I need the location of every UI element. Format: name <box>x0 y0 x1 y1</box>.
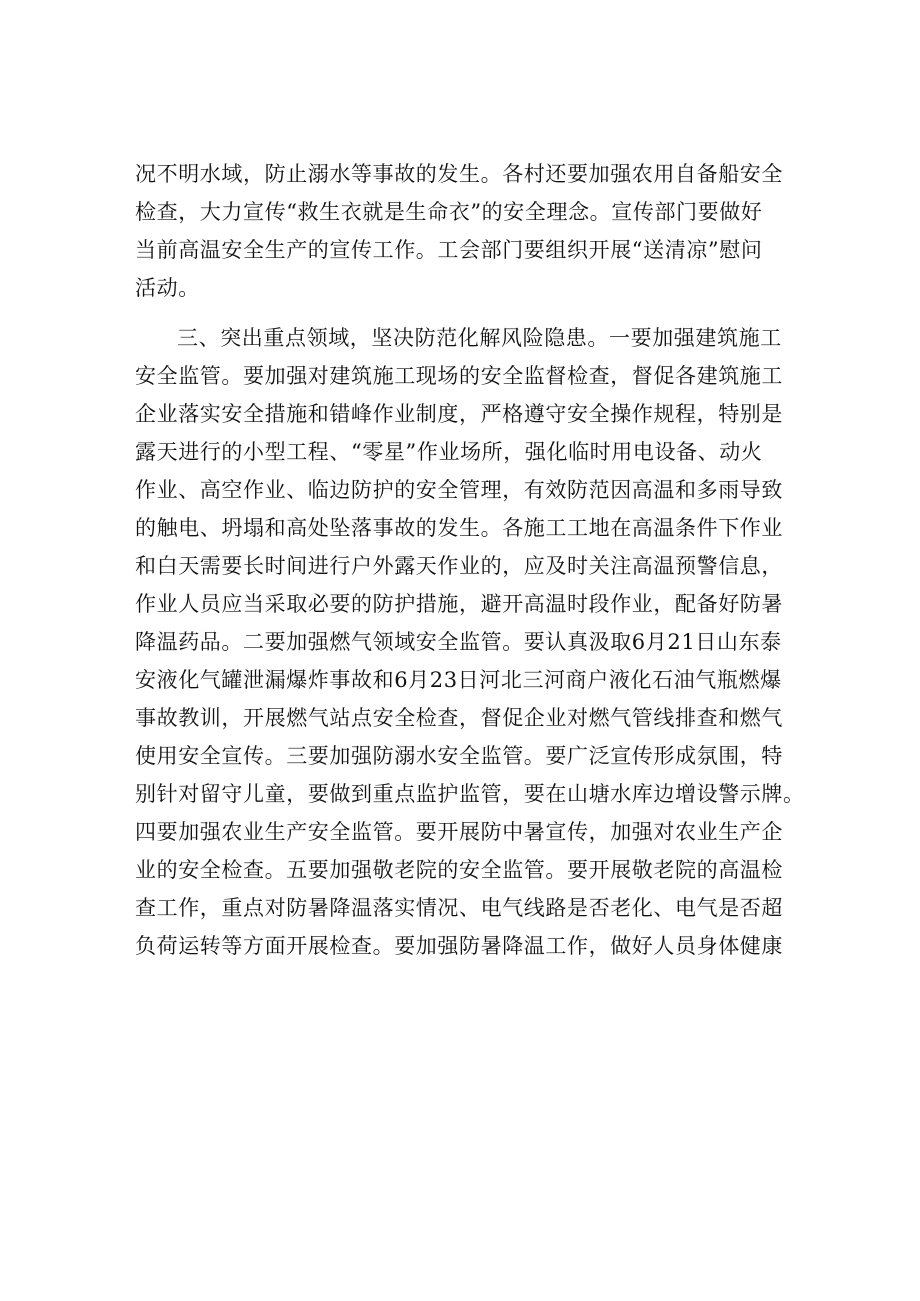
text-line: 企业落实安全措施和错峰作业制度，严格遵守安全操作规程，特别是 <box>135 402 783 426</box>
text-line: 三、突出重点领域，坚决防范化解风险隐患。一要加强建筑施工 <box>177 326 782 350</box>
text-line: 检查，大力宣传“救生衣就是生命衣”的安全理念。宣传部门要做好 <box>135 200 763 224</box>
text-line: 况不明水域，防止溺水等事故的发生。各村还要加强农用自备船安全 <box>135 162 783 186</box>
text-line: 当前高温安全生产的宣传工作。工会部门要组织开展“送清凉”慰问 <box>135 238 763 262</box>
text-line: 别针对留守儿童，要做到重点监护监管，要在山塘水库边增设警示牌。 <box>135 782 805 806</box>
text-line: 露天进行的小型工程、“零星”作业场所，强化临时用电设备、动火 <box>135 440 763 464</box>
paragraph-1 <box>135 155 795 307</box>
text-line: 业的安全检查。五要加强敬老院的安全监管。要开展敬老院的高温检 <box>135 858 783 882</box>
text-line: 安液化气罐泄漏爆炸事故和6月23日河北三河商户液化石油气瓶燃爆 <box>135 668 782 692</box>
text-line: 查工作，重点对防暑降温落实情况、电气线路是否老化、电气是否超 <box>135 896 783 920</box>
text-line: 降温药品。二要加强燃气领域安全监管。要认真汲取6月21日山东泰 <box>135 630 782 654</box>
text-line: 负荷运转等方面开展检查。要加强防暑降温工作，做好人员身体健康 <box>135 934 783 958</box>
text-line: 的触电、坍塌和高处坠落事故的发生。各施工工地在高温条件下作业 <box>135 516 783 540</box>
text-line: 四要加强农业生产安全监管。要开展防中暑宣传，加强对农业生产企 <box>135 820 783 844</box>
text-line: 使用安全宣传。三要加强防溺水安全监管。要广泛宣传形成氛围，特 <box>135 744 783 768</box>
paragraph-2 <box>135 319 805 965</box>
text-line: 事故教训，开展燃气站点安全检查，督促企业对燃气管线排查和燃气 <box>135 706 783 730</box>
text-line: 和白天需要长时间进行户外露天作业的，应及时关注高温预警信息， <box>135 554 783 578</box>
paragraph-spacer <box>135 307 795 319</box>
text-line: 安全监管。要加强对建筑施工现场的安全监督检查，督促各建筑施工 <box>135 364 783 388</box>
text-line: 作业人员应当采取必要的防护措施，避开高温时段作业，配备好防暑 <box>135 592 783 616</box>
text-line: 作业、高空作业、临边防护的安全管理，有效防范因高温和多雨导致 <box>135 478 783 502</box>
body-text <box>135 155 805 965</box>
text-line: 活动。 <box>135 276 200 300</box>
